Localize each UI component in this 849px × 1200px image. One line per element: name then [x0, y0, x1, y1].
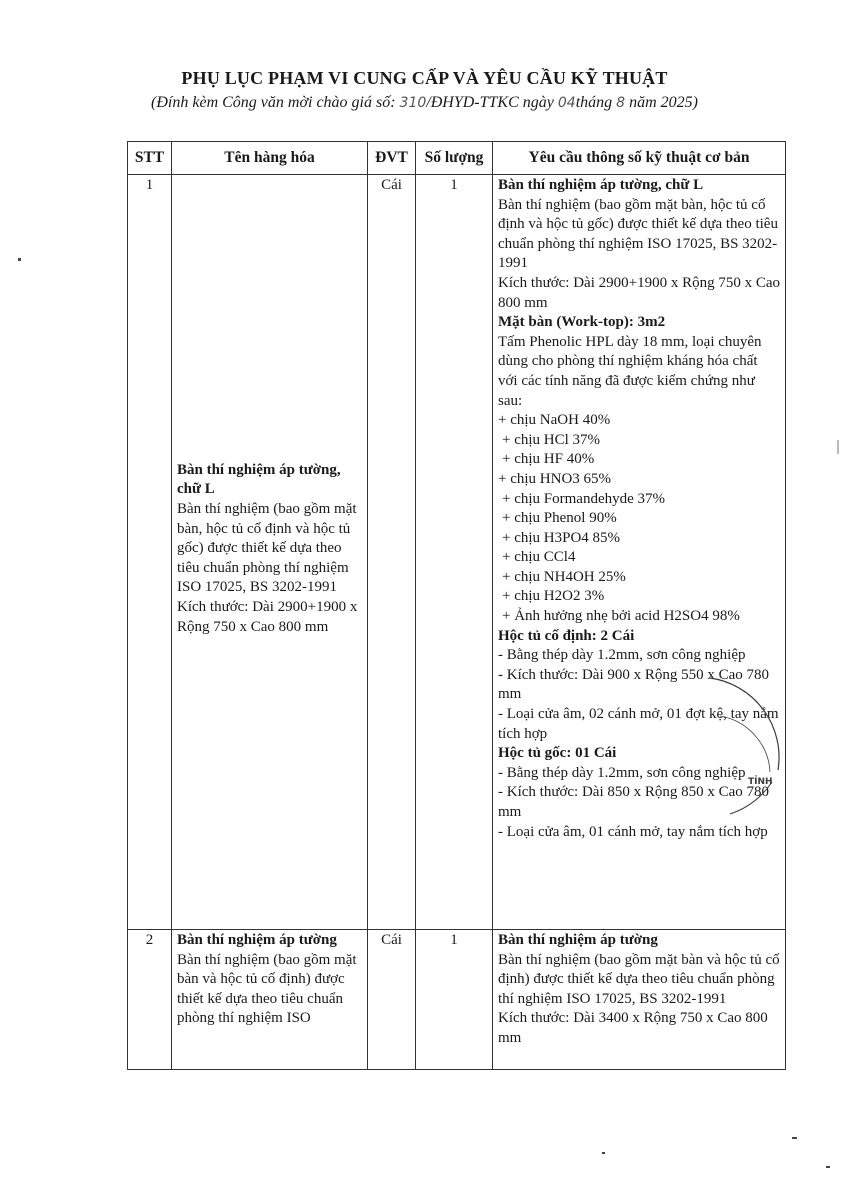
corner-cabinet-item: - Kích thước: Dài 850 x Rộng 850 x Cao 780 mm — [498, 784, 770, 820]
scan-speck — [792, 1137, 797, 1139]
spec-table — [127, 141, 786, 1070]
row-2-stt: 2 — [128, 930, 172, 1070]
subtitle-mid: /ĐHYD-TTKC ngày — [426, 94, 558, 111]
worktop-desc: Tấm Phenolic HPL dày 18 mm, loại chuyên dùng cho phòng thí nghiệm kháng hóa chất với các tính năng đã được kiểm chứng như sau: — [498, 333, 762, 409]
subtitle-month-label: tháng — [575, 94, 617, 111]
row-1-name-size: Kích thước: Dài 2900+1900 x Rộng 750 x Cao 800 mm — [177, 598, 358, 635]
row-2-spec — [493, 930, 786, 1070]
resist-item: + chịu HCl 37% — [502, 431, 601, 448]
resist-item: + chịu HF 40% — [502, 451, 595, 468]
scan-speck — [826, 1166, 830, 1168]
row-2-spec-title: Bàn thí nghiệm áp tường — [498, 932, 658, 948]
day-handwritten: 04 — [557, 95, 576, 111]
resist-item: + Ảnh hưởng nhẹ bởi acid H2SO4 98% — [502, 608, 740, 625]
header-stt: STT — [128, 142, 172, 175]
row-1-name-title: Bàn thí nghiệm áp tường, chữ L — [177, 461, 341, 498]
worktop-title: Mặt bàn (Work-top): 3m2 — [498, 314, 666, 331]
subtitle-prefix: (Đính kèm Công văn mời chào giá số: — [151, 94, 400, 111]
resist-item: + chịu NH4OH 25% — [502, 568, 626, 585]
fixed-cabinet-item: - Kích thước: Dài 900 x Rộng 550 x Cao 780 mm — [498, 666, 770, 703]
table-row — [128, 930, 786, 1070]
scan-speck — [602, 1152, 605, 1154]
row-1-unit: Cái — [368, 175, 416, 930]
row-1-stt: 1 — [128, 175, 172, 930]
row-2-spec-size: Kích thước: Dài 3400 x Rộng 750 x Cao 800 mm — [498, 1010, 768, 1046]
row-1-name-desc: Bàn thí nghiệm (bao gồm mặt bàn, hộc tủ cố định và hộc tủ gốc) được thiết kế dựa theo tiêu chuẩn phòng thí nghiệm ISO 17025, BS 3202-1991 — [177, 501, 357, 596]
row-2-name-title: Bàn thí nghiệm áp tường — [177, 932, 337, 948]
fixed-cabinet-item: - Bằng thép dày 1.2mm, sơn công nghiệp — [498, 647, 746, 664]
row-2-qty: 1 — [416, 930, 493, 1070]
resist-item: + chịu NaOH 40% — [498, 412, 611, 429]
month-handwritten: 8 — [616, 95, 626, 111]
row-2-name-desc: Bàn thí nghiệm (bao gồm mặt bàn và hộc tủ cố định) được thiết kế dựa theo tiêu chuẩn phòng thí nghiệm ISO — [177, 951, 357, 1027]
subtitle-suffix: năm 2025) — [625, 94, 698, 111]
header-qty: Số lượng — [416, 142, 493, 175]
table-header-row — [128, 142, 786, 175]
row-1-name — [172, 175, 368, 930]
resist-item: + chịu CCl4 — [502, 549, 576, 566]
row-1-spec — [493, 175, 786, 930]
corner-cabinet-item: - Loại cửa âm, 01 cánh mở, tay nắm tích hợp — [498, 823, 768, 840]
row-1-spec-title: Bàn thí nghiệm áp tường, chữ L — [498, 177, 704, 193]
resist-item: + chịu HNO3 65% — [498, 470, 612, 487]
page-title: PHỤ LỤC PHẠM VI CUNG CẤP VÀ YÊU CẦU KỸ THUẬT — [181, 68, 668, 88]
corner-cabinet-item: - Bằng thép dày 1.2mm, sơn công nghiệp — [498, 764, 746, 781]
doc-number-handwritten: 310 — [399, 95, 427, 111]
row-1-qty: 1 — [416, 175, 493, 930]
row-2-unit: Cái — [368, 930, 416, 1070]
resist-item: + chịu Formandehyde 37% — [502, 490, 666, 507]
scan-speck — [18, 258, 21, 261]
header-unit: ĐVT — [368, 142, 416, 175]
resist-item: + chịu H3PO4 85% — [502, 529, 621, 546]
fixed-cabinet-title: Hộc tủ cố định: 2 Cái — [498, 627, 635, 644]
header-name: Tên hàng hóa — [172, 142, 368, 175]
fixed-cabinet-item: - Loại cửa âm, 02 cánh mở, 01 đợt kệ, tay nắm tích hợp — [498, 706, 779, 742]
scan-speck — [837, 440, 839, 454]
row-1-spec-size: Kích thước: Dài 2900+1900 x Rộng 750 x Cao 800 mm — [498, 274, 780, 311]
corner-cabinet-title: Hộc tủ gốc: 01 Cái — [498, 745, 617, 762]
page-subtitle — [0, 94, 849, 112]
row-2-name — [172, 930, 368, 1070]
header-spec: Yêu cầu thông số kỹ thuật cơ bản — [493, 142, 786, 175]
seal-text: TỈNH — [748, 777, 773, 787]
table-row — [128, 175, 786, 930]
row-1-spec-intro: Bàn thí nghiệm (bao gồm mặt bàn, hộc tủ cố định và hộc tủ gốc) được thiết kế dựa theo tiêu chuẩn phòng thí nghiệm ISO 17025, BS 3202-1991 — [498, 196, 778, 272]
resist-item: + chịu Phenol 90% — [502, 510, 617, 527]
resist-item: + chịu H2O2 3% — [502, 588, 605, 605]
row-2-spec-intro: Bàn thí nghiệm (bao gồm mặt bàn và hộc tủ cố định) được thiết kế dựa theo tiêu chuẩn phòng thí nghiệm ISO 17025, BS 3202-1991 — [498, 951, 780, 1007]
